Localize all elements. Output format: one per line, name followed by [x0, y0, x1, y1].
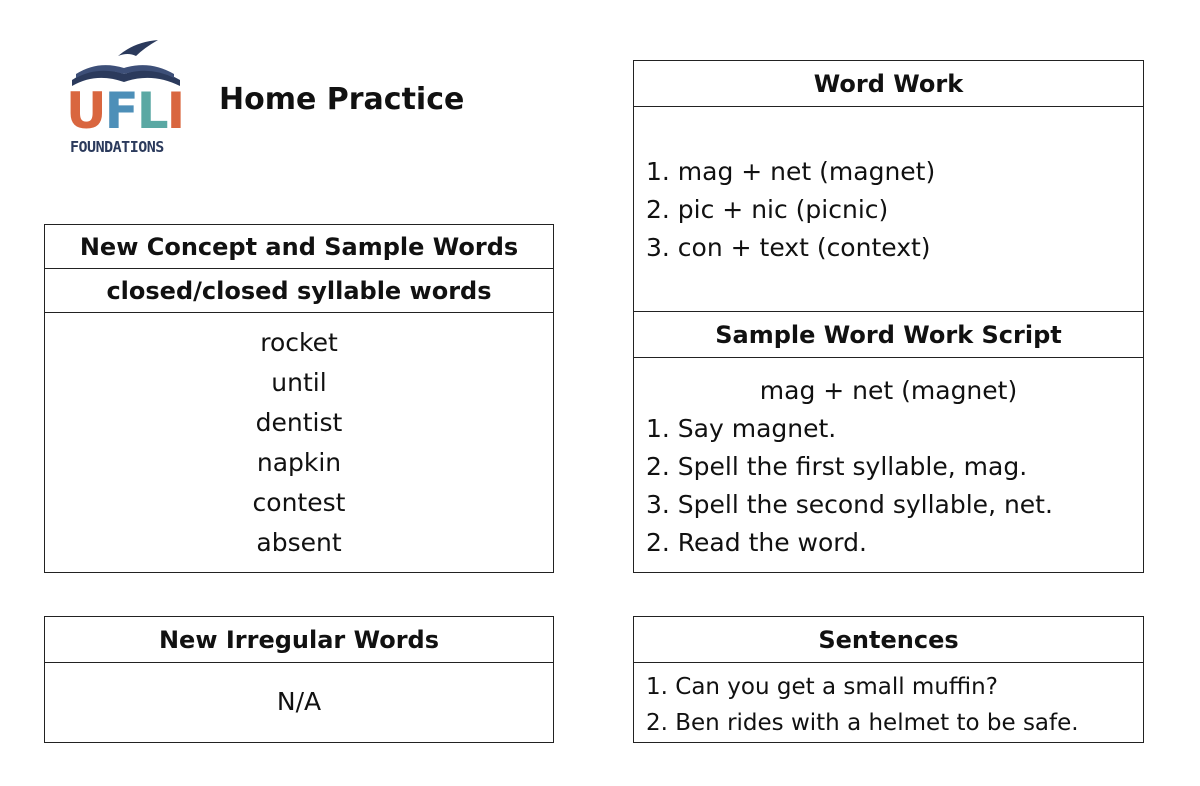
concept-box — [44, 224, 554, 573]
list-item: 2. Spell the first syllable, mag. — [646, 452, 1028, 481]
word-work-header: Word Work — [634, 61, 1143, 107]
script-header: Sample Word Work Script — [634, 312, 1143, 358]
list-item: 1. Can you get a small muffin? — [646, 674, 998, 700]
list-item: 1. mag + net (magnet) — [646, 157, 936, 186]
list-item: until — [271, 368, 327, 397]
list-item: 1. Say magnet. — [646, 414, 837, 443]
logo-subtitle: FOUNDATIONS — [70, 138, 164, 156]
irregular-value: N/A — [276, 687, 322, 716]
list-item: 2. Read the word. — [646, 528, 867, 557]
list-item: 3. con + text (context) — [646, 233, 931, 262]
list-item: rocket — [260, 328, 338, 357]
word-work-box — [633, 60, 1144, 313]
page-title: Home Practice — [219, 82, 465, 117]
list-item: dentist — [255, 408, 343, 437]
concept-subheader: closed/closed syllable words — [45, 269, 553, 313]
concept-word-list — [45, 323, 553, 563]
logo-letter-i: I — [166, 82, 184, 140]
list-item: 2. Ben rides with a helmet to be safe. — [646, 710, 1079, 736]
list-item: absent — [256, 528, 342, 557]
list-item: contest — [252, 488, 346, 517]
sentences-list — [634, 669, 1143, 741]
sentences-header: Sentences — [634, 617, 1143, 663]
concept-header: New Concept and Sample Words — [45, 225, 553, 269]
script-steps — [634, 410, 1143, 562]
irregular-header: New Irregular Words — [45, 617, 553, 663]
logo-letter-f: F — [104, 82, 137, 140]
ufli-logo — [66, 38, 186, 160]
logo-letters — [66, 82, 186, 140]
list-item: napkin — [256, 448, 342, 477]
sentences-box — [633, 616, 1144, 743]
word-work-list — [646, 153, 935, 267]
list-item: 2. pic + nic (picnic) — [646, 195, 889, 224]
list-item: 3. Spell the second syllable, net. — [646, 490, 1053, 519]
logo-letter-l: L — [136, 82, 167, 140]
irregular-box — [44, 616, 554, 743]
script-example: mag + net (magnet) — [759, 376, 1018, 405]
script-box — [633, 311, 1144, 573]
logo-letter-u: U — [66, 82, 105, 140]
